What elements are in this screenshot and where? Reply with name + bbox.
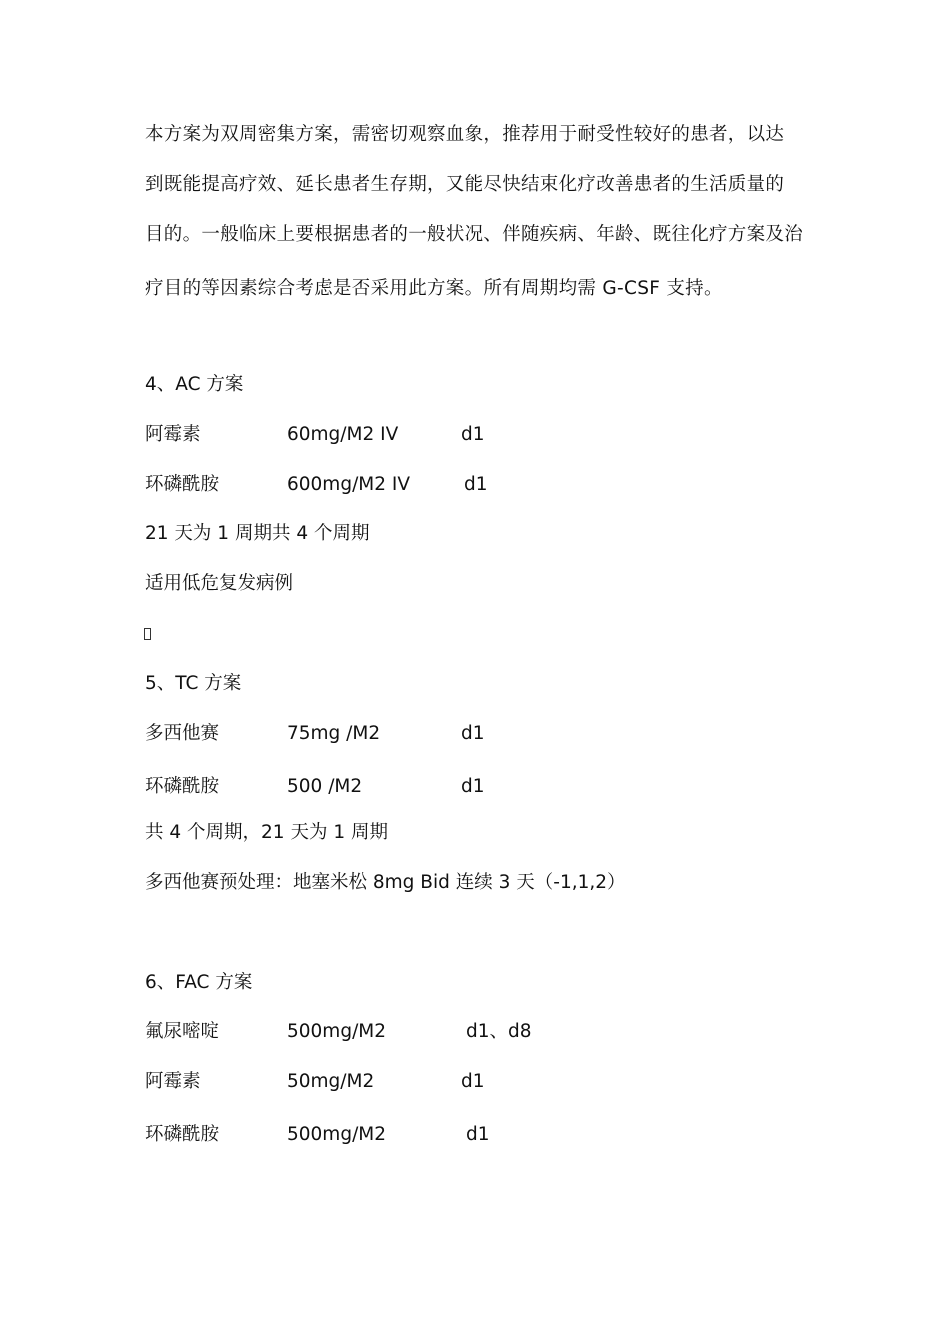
drug-day: d1、d8: [466, 1021, 532, 1042]
drug-name: 环磷酰胺: [145, 776, 220, 797]
tc-note: 多西他赛预处理：地塞米松 8mg Bid 连续 3 天（-1,1,2）: [145, 872, 626, 893]
fac-row: [145, 1019, 845, 1045]
tc-row: [145, 774, 845, 800]
drug-name: 阿霉素: [145, 1071, 201, 1092]
drug-day: d1: [461, 424, 485, 445]
drug-name: 多西他赛: [145, 723, 220, 744]
drug-name: 阿霉素: [145, 424, 201, 445]
drug-name: 氟尿嘧啶: [145, 1021, 220, 1042]
intro-line: 目的。一般临床上要根据患者的一般状况、伴随疾病、年龄、既往化疗方案及治: [145, 224, 804, 245]
intro-line: 本方案为双周密集方案，需密切观察血象，推荐用于耐受性较好的患者，以达: [145, 124, 785, 145]
ac-row: [145, 422, 845, 448]
tc-row: [145, 721, 845, 747]
drug-day: d1: [461, 723, 485, 744]
intro-line: 疗目的等因素综合考虑是否采用此方案。所有周期均需 G-CSF 支持。: [145, 278, 723, 299]
ac-cycle: 21 天为 1 周期共 4 个周期: [145, 523, 370, 544]
ac-row: [145, 472, 845, 498]
drug-day: d1: [464, 474, 488, 495]
drug-day: d1: [461, 1071, 485, 1092]
drug-dose: 500mg/M2: [287, 1124, 387, 1145]
ac-heading: 4、AC 方案: [145, 374, 244, 395]
drug-dose: 50mg/M2: [287, 1071, 375, 1092]
tc-heading: 5、TC 方案: [145, 673, 242, 694]
drug-dose: 60mg/M2 IV: [287, 424, 399, 445]
drug-dose: 500mg/M2: [287, 1021, 387, 1042]
intro-line: 到既能提高疗效、延长患者生存期，又能尽快结束化疗改善患者的生活质量的: [145, 174, 785, 195]
drug-name: 环磷酰胺: [145, 1124, 220, 1145]
fac-row: [145, 1069, 845, 1095]
drug-dose: 75mg /M2: [287, 723, 381, 744]
fac-row: [145, 1122, 845, 1148]
drug-day: d1: [466, 1124, 490, 1145]
intro-paragraph: [145, 110, 805, 314]
drug-name: 环磷酰胺: [145, 474, 220, 495]
drug-day: d1: [461, 776, 485, 797]
tc-cycle: 共 4 个周期，21 天为 1 周期: [145, 822, 388, 843]
drug-dose: 600mg/M2 IV: [287, 474, 411, 495]
ac-note: 适用低危复发病例: [145, 573, 294, 594]
fac-heading: 6、FAC 方案: [145, 972, 253, 993]
drug-dose: 500 /M2: [287, 776, 363, 797]
placeholder-glyph-icon: [144, 628, 151, 640]
